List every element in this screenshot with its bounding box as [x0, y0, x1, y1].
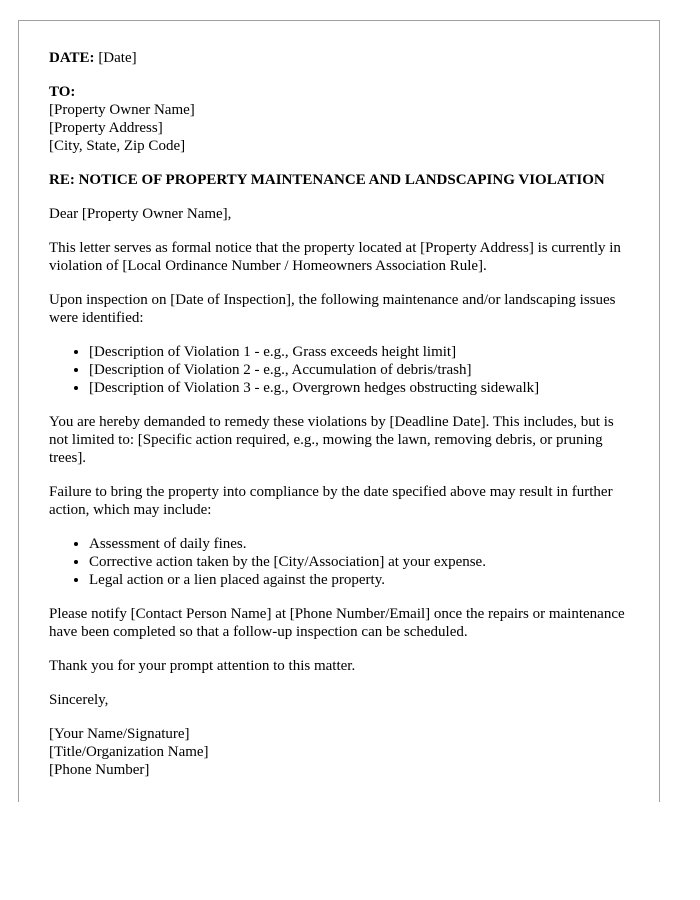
violation-item: • [Description of Violation 2 - e.g., Accumulation of debris/trash]	[89, 361, 629, 379]
date-line	[49, 49, 629, 67]
recipient-city-state-zip: [City, State, Zip Code]	[49, 138, 186, 154]
notice-paragraph: This letter serves as formal notice that the property located at [Property Address] is currently in violation of [Local Ordinance Number / Homeowners Association Rule].	[49, 240, 621, 274]
consequence-item: • Legal action or a lien placed against the property.	[89, 571, 629, 589]
violation-item: • [Description of Violation 1 - e.g., Grass exceeds height limit]	[89, 343, 629, 361]
consequences-list	[49, 535, 629, 589]
consequence-item: • Corrective action taken by the [City/Association] at your expense.	[89, 553, 629, 571]
to-label: TO:	[49, 84, 76, 100]
closing: Sincerely,	[49, 692, 109, 708]
letter-document	[18, 20, 660, 802]
inspection-paragraph: Upon inspection on [Date of Inspection], the following maintenance and/or landscaping issues were identified:	[49, 292, 616, 326]
salutation: Dear [Property Owner Name],	[49, 206, 232, 222]
signature-phone: [Phone Number]	[49, 762, 150, 778]
thanks-paragraph: Thank you for your prompt attention to this matter.	[49, 658, 356, 674]
recipient-address: [Property Address]	[49, 120, 163, 136]
violation-item: • [Description of Violation 3 - e.g., Overgrown hedges obstructing sidewalk]	[89, 379, 629, 397]
signature-name: [Your Name/Signature]	[49, 726, 190, 742]
remedy-paragraph: You are hereby demanded to remedy these violations by [Deadline Date]. This includes, but is not limited to: [Specific action required, e.g., mowing the lawn, removing debris, or pruning trees].	[49, 414, 614, 466]
recipient-block	[49, 83, 629, 155]
date-label: DATE:	[49, 50, 95, 66]
subject-line: RE: NOTICE OF PROPERTY MAINTENANCE AND LANDSCAPING VIOLATION	[49, 172, 605, 188]
violations-list	[49, 343, 629, 397]
date-value: [Date]	[98, 50, 137, 66]
consequence-item: • Assessment of daily fines.	[89, 535, 629, 553]
recipient-name: [Property Owner Name]	[49, 102, 195, 118]
failure-paragraph: Failure to bring the property into compliance by the date specified above may result in further action, which may include:	[49, 484, 613, 518]
signature-title: [Title/Organization Name]	[49, 744, 209, 760]
signature-block	[49, 725, 629, 779]
contact-paragraph: Please notify [Contact Person Name] at [Phone Number/Email] once the repairs or maintenance have been completed so that a follow-up inspection can be scheduled.	[49, 606, 625, 640]
